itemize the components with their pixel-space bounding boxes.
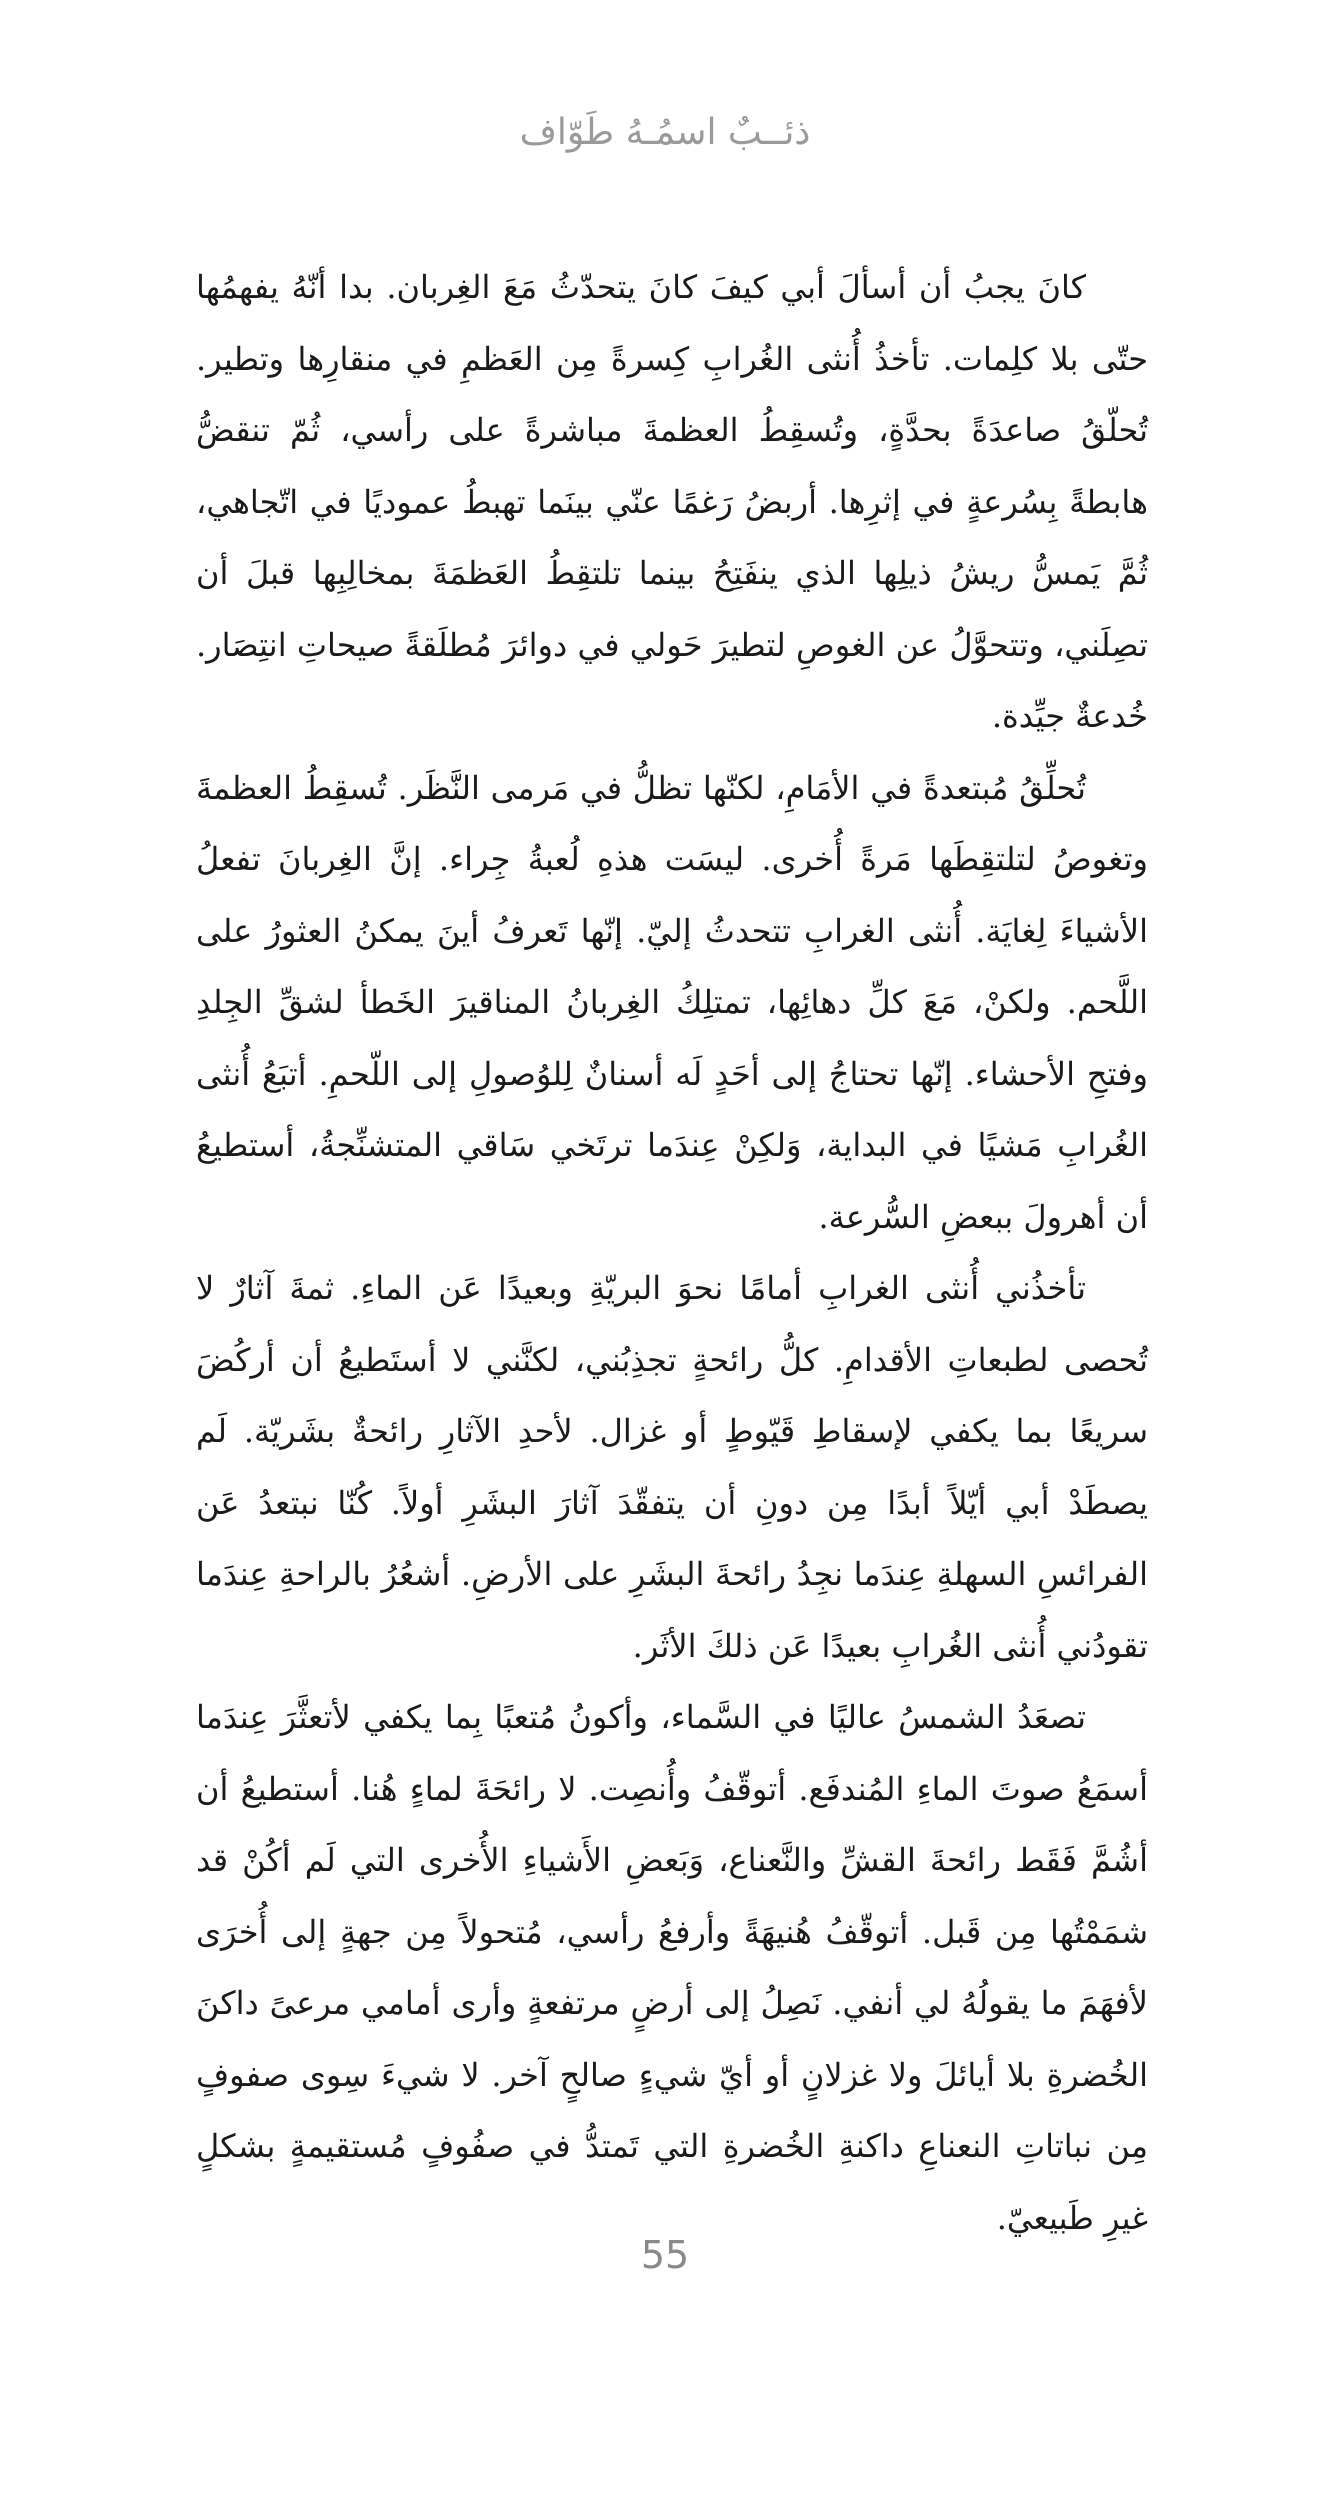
page-body <box>196 252 1148 2254</box>
paragraph: تأخذُني أُنثى الغرابِ أمامًا نحوَ البريّةِ وبعيدًا عَن الماءِ. ثمةَ آثارٌ لا تُحصى لطبعاتِ الأقدامِ. كلُّ رائحةٍ تجذِبُني، لكنَّني لا أستَطيعُ أن أركُضَ سريعًا بما يكفي لإسقاطِ قَيّوطٍ أو غزال. لأحدِ الآثارِ رائحةٌ بشَريّة. لَم يصطَدْ أبي أيّلاً أبدًا مِن دونِ أن يتفقّدَ آثارَ البشَرِ أولاً. كُنّا نبتعدُ عَن الفرائسِ السهلةِ عِندَما نجِدُ رائحةَ البشَرِ على الأرضِ. أشعُرُ بالراحةِ عِندَما تقودُني أُنثى الغُرابِ بعيدًا عَن ذلكَ الأثَر. <box>196 1269 1149 1665</box>
running-header: ذئــبٌ اسمُـهُ طَوّاف <box>519 112 811 153</box>
page-number: 55 <box>640 2233 690 2277</box>
paragraph: كانَ يجبُ أن أسألَ أبي كيفَ كانَ يتحدّثُ مَعَ الغِربان. بدا أنّهُ يفهمُها حتّى بلا كلِمات. تأخذُ أُنثى الغُرابِ كِسرةً مِن العَظمِ في منقارِها وتطير. تُحلّقُ صاعدَةً بحدَّةٍ، وتُسقِطُ العظمةَ مباشرةً على رأسي، ثُمّ تنقضُّ هابطةً بِسُرعةٍ في إثرِها. أربضُ رَغمًا عنّي بينَما تهبطُ عموديًا في اتّجاهي، ثُمَّ يَمسُّ ريشُ ذيلِها الذي ينفَتِحُ بينما تلتقِطُ العَظمَةَ بمخالِبِها قبلَ أن تصِلَني، وتتحوَّلُ عن الغوصِ لتطيرَ حَولي في دوائرَ مُطلَقةً صيحاتِ انتِصَار. خُدعةٌ جيِّدة. <box>196 268 1148 735</box>
paragraph: تصعَدُ الشمسُ عاليًا في السَّماء، وأكونُ مُتعبًا بِما يكفي لأتعثَّرَ عِندَما أسمَعُ صوتَ الماءِ المُندفَع. أتوقّفُ وأُنصِت. لا رائحَةَ لماءٍ هُنا. أستطيعُ أن أشُمَّ فَقَط رائحةَ القشِّ والنَّعناع، وَبَعضِ الأَشياءِ الأُخرى التي لَم أكُنْ قد شمَمْتُها مِن قَبل. أتوقّفُ هُنيهَةً وأرفعُ رأسي، مُتحولاً مِن جهةٍ إلى أُخرَى لأفهَمَ ما يقولُهُ لي أنفي. نَصِلُ إلى أرضٍ مرتفعةٍ وأرى أمامي مرعىً داكنَ الخُضرةِ بلا أيائلَ ولا غزلانٍ أو أيّ شيءٍ صالحٍ آخر. لا شيءَ سِوى صفوفٍ مِن نباتاتِ النعناعِ داكنةِ الخُضرةِ التي تَمتدُّ في صفُوفٍ مُستقيمةٍ بشكلٍ غيرِ طَبيعيّ. <box>196 1698 1148 2237</box>
paragraph: تُحلِّقُ مُبتعدةً في الأمَامِ، لكنّها تظلُّ في مَرمى النَّظَر. تُسقِطُ العظمةَ وتغوصُ لتلتقِطَها مَرةً أُخرى. ليسَت هذهِ لُعبةُ جِراء. إنَّ الغِربانَ تفعلُ الأشياءَ لِغايَة. أُنثى الغرابِ تتحدثُ إليّ. إنّها تَعرفُ أينَ يمكنُ العثورُ على اللَّحم. ولكنْ، مَعَ كلِّ دهائِها، تمتلِكُ الغِربانُ المناقيرَ الخَطأ لشقِّ الجِلدِ وفتحِ الأحشاء. إنّها تحتاجُ إلى أحَدٍ لَه أسنانٌ لِلوُصولِ إلى اللّحمِ. أتبَعُ أُنثى الغُرابِ مَشيًا في البداية، وَلكِنْ عِندَما ترتَخي سَاقي المتشنِّجةُ، أستطيعُ أن أهرولَ ببعضِ السُّرعة. <box>196 768 1149 1236</box>
